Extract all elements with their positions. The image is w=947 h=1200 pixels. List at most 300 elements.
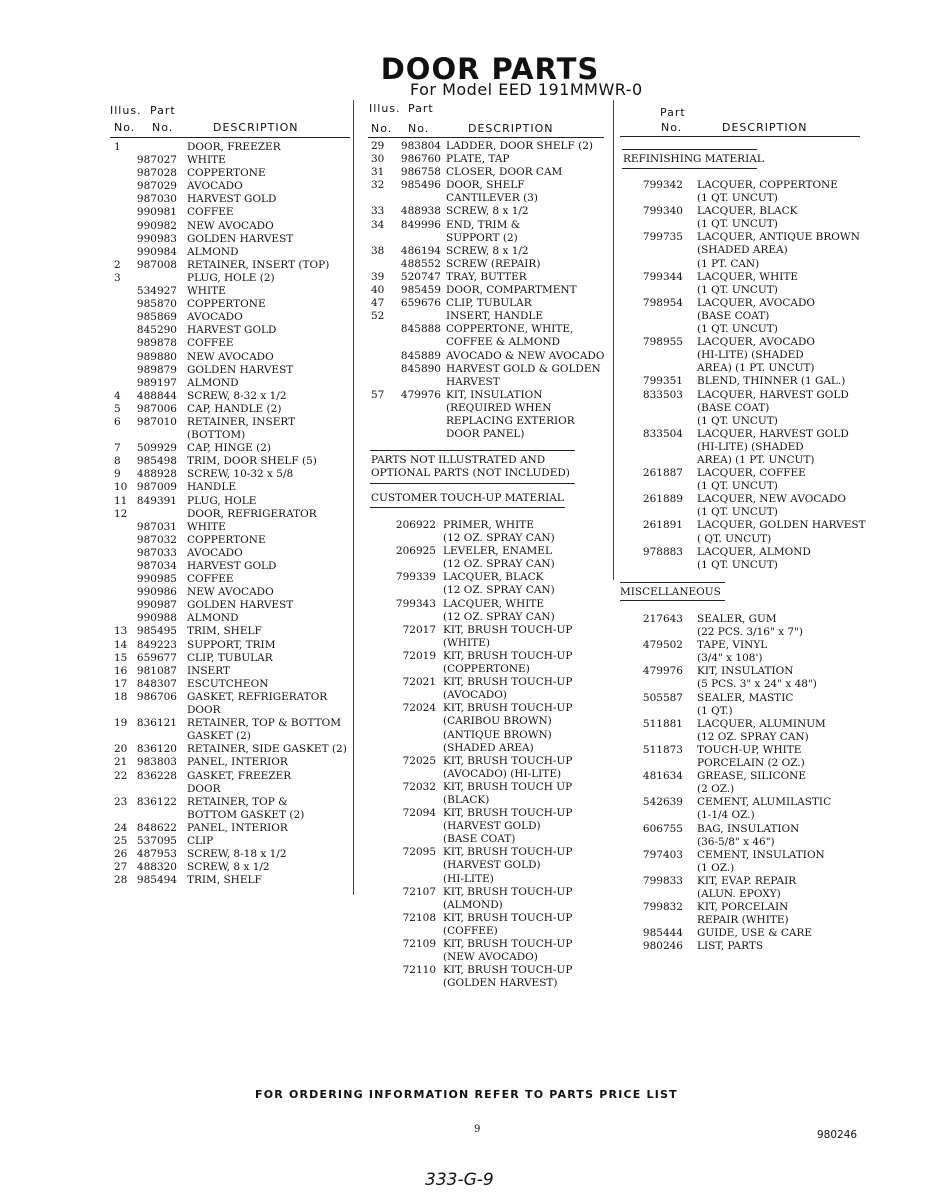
part-description: KIT, BRUSH TOUCH-UP bbox=[443, 846, 573, 859]
part-description: TRIM, DOOR SHELF (5) bbox=[187, 455, 317, 468]
parts-list-middle bbox=[365, 140, 605, 441]
divider bbox=[622, 149, 757, 150]
list-item bbox=[110, 796, 350, 809]
illus-no-header: No. bbox=[371, 122, 393, 135]
part-description: LACQUER, HARVEST GOLD bbox=[697, 427, 849, 440]
list-item bbox=[620, 258, 870, 271]
part-description: (HARVEST GOLD) bbox=[443, 820, 541, 833]
list-item bbox=[110, 783, 350, 796]
part-number: 798954 bbox=[642, 296, 683, 309]
list-item bbox=[110, 337, 350, 350]
illus-number: 27 bbox=[114, 861, 128, 874]
part-number: 987032 bbox=[136, 533, 177, 546]
part-no-header: No. bbox=[408, 122, 430, 135]
list-item bbox=[365, 742, 605, 755]
part-description: PANEL, INTERIOR bbox=[187, 821, 288, 834]
part-description: END, TRIM & bbox=[446, 218, 521, 231]
part-number: 848622 bbox=[136, 821, 177, 834]
list-item bbox=[365, 192, 605, 205]
list-item bbox=[620, 849, 870, 862]
part-description: REPAIR (WHITE) bbox=[697, 914, 789, 927]
part-number: 261891 bbox=[642, 519, 683, 532]
part-description: INSERT bbox=[187, 664, 230, 677]
part-description: LACQUER, ALMOND bbox=[697, 545, 811, 558]
part-description: (12 OZ. SPRAY CAN) bbox=[443, 610, 555, 623]
list-item bbox=[620, 836, 870, 849]
part-description: SCREW, 10-32 x 5/8 bbox=[187, 468, 294, 481]
part-description: RETAINER, SIDE GASKET (2) bbox=[187, 743, 347, 756]
part-number: 986760 bbox=[400, 153, 441, 166]
part-description: (COPPERTONE) bbox=[443, 663, 530, 676]
part-number: 985496 bbox=[400, 179, 441, 192]
part-number: 799343 bbox=[395, 597, 436, 610]
part-description: (ANTIQUE BROWN) bbox=[443, 728, 552, 741]
list-item bbox=[620, 415, 870, 428]
part-description: SCREW, 8 x 1/2 bbox=[446, 244, 529, 257]
part-number: 261887 bbox=[642, 467, 683, 480]
part-description: (BASE COAT) bbox=[697, 401, 770, 414]
part-description: KIT, BRUSH TOUCH-UP bbox=[443, 807, 573, 820]
part-number: 799735 bbox=[642, 231, 683, 244]
part-description: (NEW AVOCADO) bbox=[443, 951, 538, 964]
list-item bbox=[365, 715, 605, 728]
list-item bbox=[110, 468, 350, 481]
list-item bbox=[620, 271, 870, 284]
part-description: PLATE, TAP bbox=[446, 153, 510, 166]
divider bbox=[622, 168, 757, 169]
part-number: 989878 bbox=[136, 337, 177, 350]
list-item bbox=[620, 862, 870, 875]
part-number: 520747 bbox=[400, 270, 441, 283]
part-description: LIST, PARTS bbox=[697, 940, 764, 953]
part-description: SEALER, MASTIC bbox=[697, 691, 794, 704]
list-item bbox=[110, 560, 350, 573]
part-description: LADDER, DOOR SHELF (2) bbox=[446, 140, 593, 152]
part-number: 606755 bbox=[642, 822, 683, 835]
part-description: KIT, BRUSH TOUCH-UP bbox=[443, 885, 573, 898]
divider bbox=[370, 483, 575, 484]
list-item bbox=[620, 546, 870, 559]
list-item bbox=[110, 377, 350, 390]
list-item bbox=[110, 141, 350, 154]
touchup-heading: CUSTOMER TOUCH-UP MATERIAL bbox=[371, 492, 564, 504]
illus-number: 21 bbox=[114, 756, 128, 769]
list-item bbox=[620, 179, 870, 192]
illus-number: 8 bbox=[114, 455, 121, 468]
part-description: AREA) (1 PT. UNCUT) bbox=[697, 362, 815, 375]
list-item bbox=[110, 652, 350, 665]
part-description: (WHITE) bbox=[443, 636, 490, 649]
part-description: PLUG, HOLE (2) bbox=[187, 271, 275, 284]
part-number: 206925 bbox=[395, 545, 436, 558]
part-number: 797403 bbox=[642, 848, 683, 861]
part-number: 261889 bbox=[642, 493, 683, 506]
part-number: 799833 bbox=[642, 874, 683, 887]
list-item bbox=[365, 545, 605, 558]
list-item bbox=[620, 533, 870, 546]
part-number: 845890 bbox=[400, 362, 441, 375]
list-item bbox=[620, 692, 870, 705]
part-description: AVOCADO & NEW AVOCADO bbox=[446, 349, 605, 362]
part-description: HARVEST bbox=[446, 375, 500, 388]
part-description: (12 OZ. SPRAY CAN) bbox=[697, 730, 809, 743]
part-description: (1 QT. UNCUT) bbox=[697, 558, 778, 571]
list-item bbox=[365, 912, 605, 925]
illus-number: 29 bbox=[371, 140, 385, 152]
refinishing-list bbox=[620, 179, 870, 572]
part-description: COFFEE & ALMOND bbox=[446, 336, 561, 349]
part-number: 799339 bbox=[395, 571, 436, 584]
part-description: LACQUER, BLACK bbox=[697, 205, 798, 218]
list-item bbox=[110, 220, 350, 233]
part-number: 511873 bbox=[642, 743, 683, 756]
part-no-header: No. bbox=[152, 121, 174, 134]
part-description: (1 OZ.) bbox=[697, 861, 735, 874]
list-item bbox=[365, 350, 605, 363]
list-item bbox=[110, 193, 350, 206]
part-description: HARVEST GOLD & GOLDEN bbox=[446, 362, 601, 375]
part-description: (GOLDEN HARVEST) bbox=[443, 977, 558, 990]
list-item bbox=[620, 428, 870, 441]
part-number: 72108 bbox=[402, 911, 436, 924]
list-item bbox=[620, 927, 870, 940]
part-number: 987030 bbox=[136, 193, 177, 206]
list-item bbox=[620, 284, 870, 297]
list-item bbox=[365, 363, 605, 376]
part-description: (BLACK) bbox=[443, 793, 490, 806]
part-description: KIT, BRUSH TOUCH-UP bbox=[443, 964, 573, 977]
list-item bbox=[620, 244, 870, 257]
part-number: 72019 bbox=[402, 649, 436, 662]
part-description: LACQUER, COPPERTONE bbox=[697, 179, 838, 191]
list-item bbox=[110, 442, 350, 455]
part-description: NEW AVOCADO bbox=[187, 586, 274, 599]
part-description: (HARVEST GOLD) bbox=[443, 859, 541, 872]
illus-header: Illus. bbox=[110, 104, 142, 117]
part-number: 986706 bbox=[136, 690, 177, 703]
list-item bbox=[365, 611, 605, 624]
part-number: 845889 bbox=[400, 349, 441, 362]
part-number: 488938 bbox=[400, 205, 441, 218]
illus-number: 33 bbox=[371, 205, 385, 218]
part-description: (1 QT. UNCUT) bbox=[697, 480, 778, 493]
part-description: COFFEE bbox=[187, 573, 234, 586]
part-number: 987028 bbox=[136, 167, 177, 180]
part-number: 985869 bbox=[136, 311, 177, 324]
part-number: 799340 bbox=[642, 205, 683, 218]
list-item bbox=[365, 637, 605, 650]
part-number: 72094 bbox=[402, 807, 436, 820]
not-illustrated-heading-2: OPTIONAL PARTS (NOT INCLUDED) bbox=[371, 467, 570, 479]
list-item bbox=[620, 875, 870, 888]
part-description: TRAY, BUTTER bbox=[446, 270, 527, 283]
list-item bbox=[365, 689, 605, 702]
list-item bbox=[620, 402, 870, 415]
part-number: 845290 bbox=[136, 324, 177, 337]
part-number: 836121 bbox=[136, 717, 177, 730]
part-description: SEALER, GUM bbox=[697, 613, 777, 625]
part-number: 537095 bbox=[136, 834, 177, 847]
part-description: COFFEE bbox=[187, 206, 234, 219]
list-item bbox=[110, 416, 350, 429]
part-number: 72025 bbox=[402, 754, 436, 767]
list-item bbox=[620, 718, 870, 731]
part-description: GUIDE, USE & CARE bbox=[697, 927, 813, 940]
list-item bbox=[110, 180, 350, 193]
part-description: AREA) (1 PT. UNCUT) bbox=[697, 453, 815, 466]
part-number: 836228 bbox=[136, 769, 177, 782]
list-item bbox=[620, 310, 870, 323]
part-description: TOUCH-UP, WHITE bbox=[697, 743, 802, 756]
part-description: TAPE, VINYL bbox=[697, 639, 768, 652]
list-item bbox=[110, 351, 350, 364]
part-description: COPPERTONE, WHITE, bbox=[446, 323, 574, 336]
illus-number: 40 bbox=[371, 284, 385, 297]
part-description: LACQUER, WHITE bbox=[697, 270, 799, 283]
list-item bbox=[110, 495, 350, 508]
part-description: (ALUN. EPOXY) bbox=[697, 887, 781, 900]
part-number: 845888 bbox=[400, 323, 441, 336]
list-item bbox=[620, 940, 870, 953]
part-description: (BASE COAT) bbox=[697, 309, 770, 322]
part-description: HARVEST GOLD bbox=[187, 193, 277, 206]
part-description: (12 OZ. SPRAY CAN) bbox=[443, 584, 555, 597]
list-item bbox=[110, 429, 350, 442]
list-item bbox=[110, 665, 350, 678]
list-item bbox=[365, 205, 605, 218]
part-description: BAG, INSULATION bbox=[697, 822, 800, 835]
part-number: 72021 bbox=[402, 676, 436, 689]
part-description: KIT, BRUSH TOUCH-UP bbox=[443, 623, 573, 636]
part-description: DOOR, FREEZER bbox=[187, 141, 281, 153]
part-number: 987033 bbox=[136, 546, 177, 559]
part-description: KIT, EVAP. REPAIR bbox=[697, 874, 797, 887]
part-description: BLEND, THINNER (1 GAL.) bbox=[697, 375, 846, 388]
divider bbox=[620, 582, 725, 583]
part-number: 990985 bbox=[136, 573, 177, 586]
illus-number: 30 bbox=[371, 153, 385, 166]
part-description: AVOCADO bbox=[187, 180, 243, 193]
part-description: (HI-LITE) (SHADED bbox=[697, 349, 804, 362]
part-number: 72109 bbox=[402, 938, 436, 950]
part-number: 659677 bbox=[136, 651, 177, 664]
illus-number: 47 bbox=[371, 297, 385, 310]
list-item bbox=[365, 873, 605, 886]
illus-no-header: No. bbox=[114, 121, 136, 134]
list-item bbox=[110, 521, 350, 534]
part-description: GOLDEN HARVEST bbox=[187, 363, 294, 376]
part-description: SCREW (REPAIR) bbox=[446, 257, 541, 270]
part-number: 985495 bbox=[136, 625, 177, 638]
list-item bbox=[110, 534, 350, 547]
part-description: (HI-LITE) (SHADED bbox=[697, 440, 804, 453]
list-item bbox=[620, 559, 870, 572]
list-item bbox=[620, 336, 870, 349]
part-number: 990986 bbox=[136, 586, 177, 599]
list-item bbox=[365, 297, 605, 310]
part-description: INSERT, HANDLE bbox=[446, 310, 544, 323]
part-description: CLIP bbox=[187, 834, 214, 847]
list-item bbox=[620, 467, 870, 480]
misc-list bbox=[620, 613, 870, 953]
part-description: ALMOND bbox=[187, 612, 239, 625]
list-item bbox=[365, 232, 605, 245]
list-item bbox=[365, 820, 605, 833]
list-item bbox=[620, 389, 870, 402]
divider bbox=[370, 450, 575, 451]
list-item bbox=[620, 823, 870, 836]
part-number: 987029 bbox=[136, 180, 177, 193]
part-number: 989197 bbox=[136, 376, 177, 389]
list-item bbox=[365, 702, 605, 715]
part-number: 990987 bbox=[136, 599, 177, 612]
list-item bbox=[110, 547, 350, 560]
part-description: SCREW, 8 x 1/2 bbox=[187, 861, 270, 874]
part-number: 987010 bbox=[136, 415, 177, 428]
list-item bbox=[110, 691, 350, 704]
part-description: (REQUIRED WHEN bbox=[446, 401, 552, 414]
list-item bbox=[365, 807, 605, 820]
part-number: 217643 bbox=[642, 613, 683, 625]
list-item bbox=[110, 625, 350, 638]
part-header: Part bbox=[660, 106, 686, 119]
part-description: ALMOND bbox=[187, 376, 239, 389]
part-description: (2 OZ.) bbox=[697, 783, 735, 796]
part-description: SUPPORT, TRIM bbox=[187, 638, 276, 651]
illus-number: 12 bbox=[114, 507, 128, 520]
part-description: (1-1/4 OZ.) bbox=[697, 809, 755, 822]
list-item bbox=[620, 626, 870, 639]
list-item bbox=[620, 349, 870, 362]
illus-number: 10 bbox=[114, 481, 128, 494]
part-description: KIT, BRUSH TOUCH-UP bbox=[443, 702, 573, 715]
list-item bbox=[365, 258, 605, 271]
part-number: 983804 bbox=[400, 140, 441, 152]
part-number: 487953 bbox=[136, 848, 177, 861]
divider bbox=[370, 507, 565, 508]
part-description: KIT, BRUSH TOUCH-UP bbox=[443, 676, 573, 689]
list-item bbox=[365, 794, 605, 807]
part-description: WHITE bbox=[187, 154, 226, 167]
part-description: CEMENT, INSULATION bbox=[697, 848, 825, 861]
column-divider bbox=[353, 100, 354, 895]
illus-number: 3 bbox=[114, 271, 121, 284]
list-item bbox=[620, 731, 870, 744]
part-description: SCREW, 8-18 x 1/2 bbox=[187, 848, 287, 861]
part-number: 799344 bbox=[642, 270, 683, 283]
list-item bbox=[365, 284, 605, 297]
illus-number: 5 bbox=[114, 402, 121, 415]
part-description: (COFFEE) bbox=[443, 924, 498, 937]
list-item bbox=[365, 663, 605, 676]
part-description: GASKET, REFRIGERATOR bbox=[187, 690, 328, 703]
part-description: WHITE bbox=[187, 520, 226, 533]
part-number: 978883 bbox=[642, 545, 683, 558]
list-item bbox=[110, 612, 350, 625]
illus-number: 24 bbox=[114, 821, 128, 834]
list-item bbox=[110, 259, 350, 272]
list-item bbox=[110, 167, 350, 180]
list-item bbox=[365, 389, 605, 402]
illus-number: 39 bbox=[371, 270, 385, 283]
list-item bbox=[365, 755, 605, 768]
list-item bbox=[365, 376, 605, 389]
part-description: KIT, INSULATION bbox=[697, 665, 794, 678]
illus-number: 25 bbox=[114, 834, 128, 847]
list-item bbox=[110, 586, 350, 599]
list-item bbox=[620, 770, 870, 783]
part-description: ESCUTCHEON bbox=[187, 677, 269, 690]
list-item bbox=[110, 822, 350, 835]
list-item bbox=[620, 613, 870, 626]
part-description: LACQUER, HARVEST GOLD bbox=[697, 388, 849, 401]
part-description: (3/4" x 108') bbox=[697, 652, 763, 665]
list-item bbox=[365, 219, 605, 232]
illus-number: 20 bbox=[114, 743, 128, 756]
list-item bbox=[110, 743, 350, 756]
list-item bbox=[110, 311, 350, 324]
part-description: LACQUER, NEW AVOCADO bbox=[697, 493, 846, 506]
part-description: HARVEST GOLD bbox=[187, 560, 277, 572]
list-item bbox=[365, 271, 605, 284]
part-description: PLUG, HOLE bbox=[187, 494, 257, 507]
illus-number: 9 bbox=[114, 468, 121, 481]
illus-number: 52 bbox=[371, 310, 385, 323]
list-item bbox=[365, 676, 605, 689]
ordering-note: FOR ORDERING INFORMATION REFER TO PARTS PRICE LIST bbox=[255, 1088, 678, 1101]
illus-number: 23 bbox=[114, 795, 128, 808]
part-number: 849223 bbox=[136, 638, 177, 651]
part-description: TRIM, SHELF bbox=[187, 625, 262, 638]
part-number: 990982 bbox=[136, 219, 177, 232]
part-number: 989880 bbox=[136, 350, 177, 363]
part-description: RETAINER, INSERT bbox=[187, 415, 296, 428]
part-description: WHITE bbox=[187, 285, 226, 298]
part-number: 799351 bbox=[642, 375, 683, 388]
list-item bbox=[620, 914, 870, 927]
list-item bbox=[365, 428, 605, 441]
handwritten-code: 333-G-9 bbox=[425, 1170, 494, 1190]
part-number: 72017 bbox=[402, 623, 436, 636]
part-description: (36-5/8" x 46") bbox=[697, 835, 775, 848]
part-number: 659676 bbox=[400, 297, 441, 310]
part-number: 481634 bbox=[642, 770, 683, 783]
list-item bbox=[110, 455, 350, 468]
part-description: (CARIBOU BROWN) bbox=[443, 715, 552, 728]
part-description: KIT, BRUSH TOUCH-UP bbox=[443, 754, 573, 767]
part-number: 488844 bbox=[136, 389, 177, 402]
part-description: KIT, BRUSH TOUCH-UP bbox=[443, 649, 573, 662]
part-description: (1 QT.) bbox=[697, 704, 733, 717]
part-number: 990981 bbox=[136, 206, 177, 219]
list-item bbox=[365, 584, 605, 597]
part-description: (1 QT. UNCUT) bbox=[697, 283, 778, 296]
list-item bbox=[110, 599, 350, 612]
part-description: DOOR, COMPARTMENT bbox=[446, 284, 577, 297]
list-item bbox=[365, 323, 605, 336]
part-description: (BASE COAT) bbox=[443, 833, 516, 846]
part-description: COPPERTONE bbox=[187, 298, 266, 311]
part-number: 983803 bbox=[136, 756, 177, 769]
divider bbox=[368, 137, 604, 138]
list-item bbox=[110, 206, 350, 219]
part-number: 990983 bbox=[136, 232, 177, 245]
part-description: LEVELER, ENAMEL bbox=[443, 545, 552, 558]
list-item bbox=[110, 717, 350, 730]
illus-header: Illus. bbox=[369, 102, 401, 115]
part-number: 987031 bbox=[136, 520, 177, 533]
illus-number: 32 bbox=[371, 179, 385, 192]
